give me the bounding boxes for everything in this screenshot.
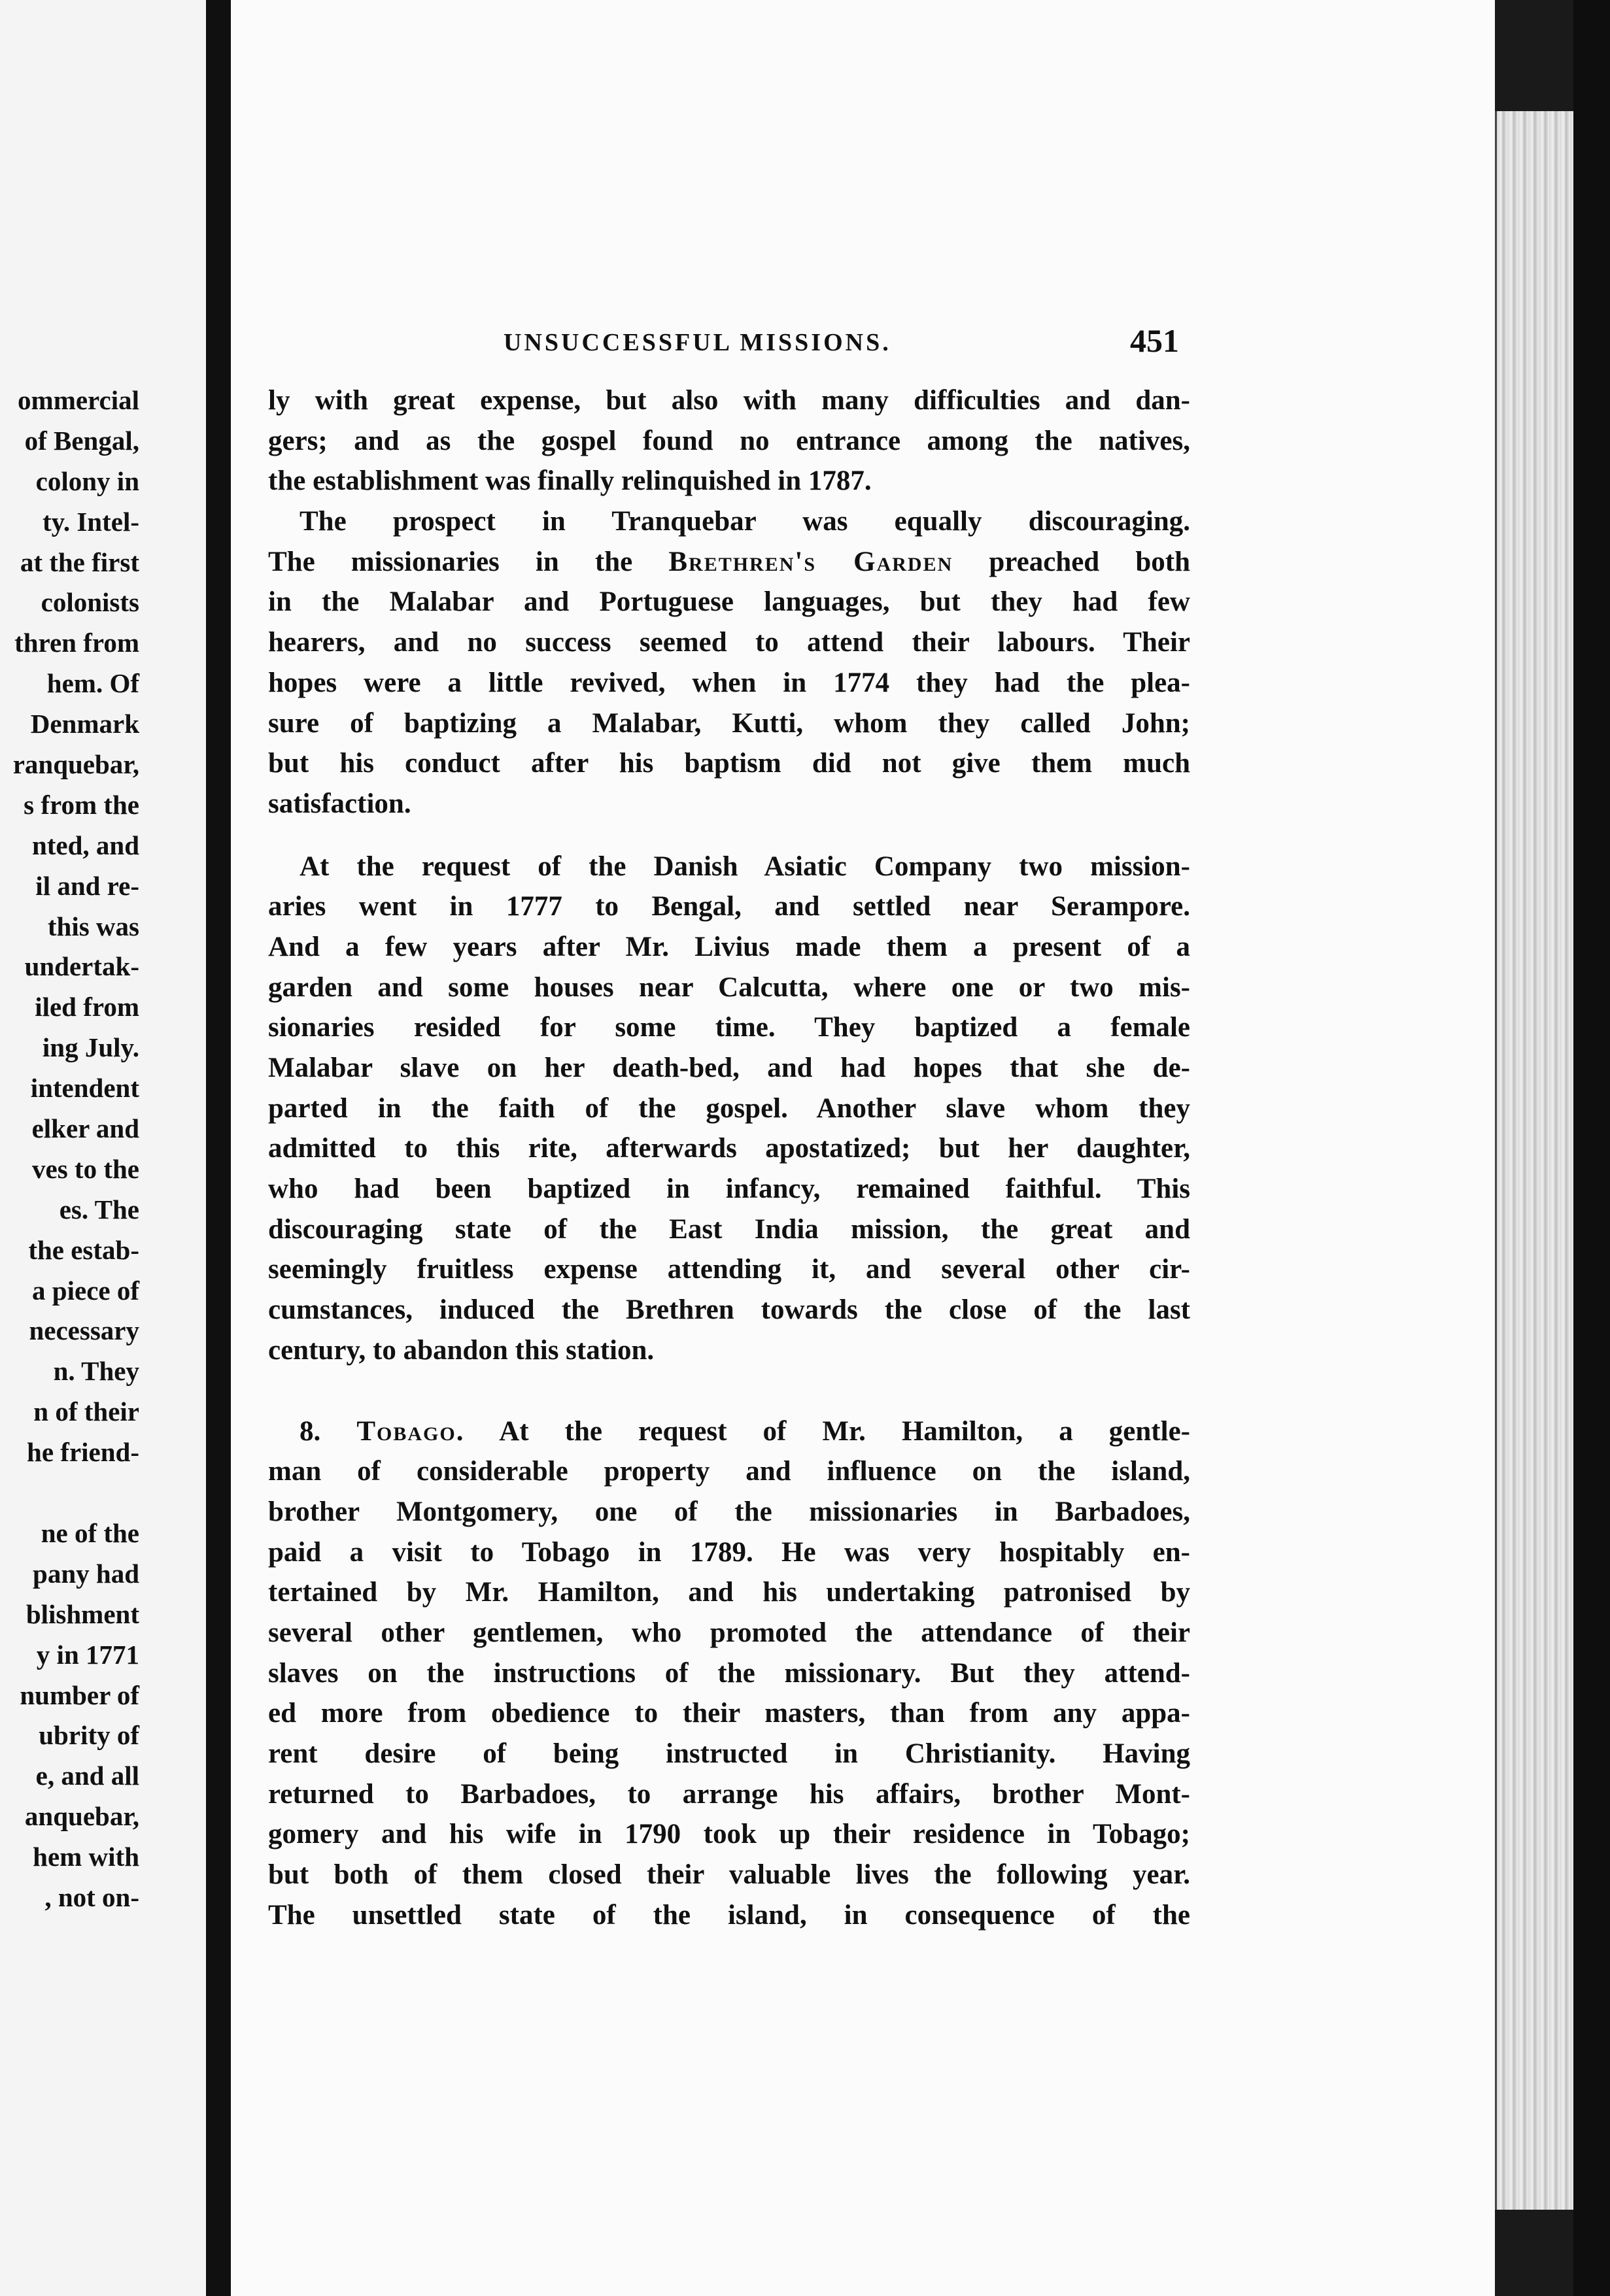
text-line: ed more from obedience to their masters, than from any appa- [268, 1698, 1190, 1729]
text-line: hearers, and no success seemed to attend their labours. Their [268, 627, 1190, 658]
text-line [268, 1411, 1190, 1452]
text-line: brother Montgomery, one of the missionaries in Barbadoes, [268, 1496, 1190, 1527]
left-line: iled from [35, 992, 139, 1022]
left-line: ubrity of [39, 1720, 139, 1751]
page-body [268, 380, 1190, 1935]
section-title: Tobago. [356, 1415, 465, 1447]
text-line: At the request of the Danish Asiatic Company two mission- [300, 851, 1190, 882]
text-line: satisfaction. [268, 788, 411, 819]
text-line: parted in the faith of the gospel. Another slave whom they [268, 1092, 1190, 1124]
text-line: aries went in 1777 to Bengal, and settled near Serampore. [268, 891, 1190, 922]
left-line: at the first [20, 547, 139, 577]
left-line: number of [20, 1680, 139, 1710]
text-line: but both of them closed their valuable lives the following year. [268, 1859, 1190, 1891]
previous-page-fragment [0, 0, 206, 2296]
text-line: returned to Barbadoes, to arrange his affairs, brother Mont- [268, 1778, 1190, 1810]
left-line: pany had [33, 1558, 139, 1589]
left-line: colony in [35, 465, 139, 496]
text-line: man of considerable property and influence on the island, [268, 1456, 1190, 1487]
text-line: admitted to this rite, afterwards apostatized; but her daughter, [268, 1133, 1190, 1164]
left-line: es. The [59, 1194, 139, 1224]
text-line: The prospect in Tranquebar was equally discouraging. [300, 506, 1190, 537]
left-line: ranquebar, [12, 749, 139, 780]
text-line: sionaries resided for some time. They baptized a female [268, 1012, 1190, 1043]
text-fragment: preached both [953, 546, 1190, 577]
left-line: n. They [53, 1356, 139, 1387]
left-line: ves to the [32, 1153, 139, 1184]
left-line: ty. Intel- [42, 506, 139, 537]
left-line: ommercial [18, 385, 139, 415]
left-line: hem. Of [46, 668, 139, 699]
text-fragment: At the request of Mr. Hamilton, a gentle- [499, 1415, 1190, 1447]
text-line: several other gentlemen, who promoted the attendance of their [268, 1617, 1190, 1648]
text-line: The unsettled state of the island, in consequence of the [268, 1899, 1190, 1931]
left-line: blishment [26, 1598, 139, 1629]
left-line: nted, and [31, 830, 139, 860]
left-line: of Bengal, [24, 425, 139, 456]
text-line: cumstances, induced the Brethren towards the close of the last [268, 1294, 1190, 1326]
page-number: 451 [1130, 322, 1179, 359]
left-line: a piece of [32, 1275, 139, 1306]
text-line: gers; and as the gospel found no entrance among the natives, [268, 425, 1190, 456]
left-line: il and re- [35, 870, 139, 901]
text-line: hopes were a little revived, when in 1774 they had the plea- [268, 667, 1190, 698]
book-gutter [206, 0, 231, 2296]
left-line: elker and [31, 1113, 139, 1144]
text-line: century, to abandon this station. [268, 1334, 655, 1366]
text-line: And a few years after Mr. Livius made them a present of a [268, 931, 1190, 962]
left-line: colonists [41, 587, 139, 618]
left-line: , not on- [44, 1882, 139, 1912]
scan-border [1573, 0, 1610, 2296]
text-line: paid a visit to Tobago in 1789. He was very hospitably en- [268, 1536, 1190, 1568]
left-line: y in 1771 [36, 1639, 139, 1670]
place-name: Brethren's Garden [668, 546, 953, 577]
text-line: garden and some houses near Calcutta, where one or two mis- [268, 971, 1190, 1003]
left-line: Denmark [30, 709, 139, 739]
left-line: undertak- [24, 951, 139, 982]
running-head: UNSUCCESSFUL MISSIONS. [504, 329, 891, 356]
left-line: ne of the [41, 1517, 139, 1548]
left-line: e, and all [35, 1761, 139, 1791]
text-line [268, 542, 1190, 582]
text-line: Malabar slave on her death-bed, and had hopes that she de- [268, 1053, 1190, 1083]
text-line: tertained by Mr. Hamilton, and his undertaking patronised by [268, 1577, 1190, 1608]
text-line: discouraging state of the East India mission, the great and [268, 1213, 1190, 1245]
left-line: thren from [14, 628, 139, 658]
text-line: ly with great expense, but also with many difficulties and dan- [268, 385, 1190, 416]
section-number: 8. [300, 1415, 321, 1447]
left-line: anquebar, [24, 1801, 139, 1832]
page-edges [1495, 111, 1575, 2210]
left-line: this was [47, 911, 139, 941]
text-line: the establishment was finally relinquished in 1787. [268, 465, 872, 497]
text-line: gomery and his wife in 1790 took up their residence in Tobago; [268, 1819, 1190, 1850]
text-line: seemingly fruitless expense attending it, and several other cir- [268, 1254, 1190, 1285]
left-line: hem with [33, 1842, 139, 1872]
left-line: n of their [33, 1396, 139, 1427]
text-line: but his conduct after his baptism did not give them much [268, 748, 1190, 779]
text-line: in the Malabar and Portuguese languages, but they had few [268, 586, 1190, 618]
left-line: necessary [29, 1315, 139, 1346]
text-fragment: The missionaries in the [268, 546, 669, 577]
text-line: who had been baptized in infancy, remained faithful. This [268, 1173, 1190, 1205]
text-line: slaves on the instructions of the missionary. But they attend- [268, 1657, 1190, 1689]
left-line: intendent [30, 1073, 139, 1104]
left-line: he friend- [27, 1437, 139, 1468]
left-line: ing July. [42, 1032, 139, 1063]
left-line: the estab- [28, 1234, 139, 1265]
previous-page-text [0, 380, 139, 1918]
left-line [0, 1473, 139, 1513]
left-line: s from the [24, 789, 139, 820]
text-line: sure of baptizing a Malabar, Kutti, whom they called John; [268, 707, 1190, 739]
text-line: rent desire of being instructed in Christianity. Having [268, 1738, 1190, 1769]
